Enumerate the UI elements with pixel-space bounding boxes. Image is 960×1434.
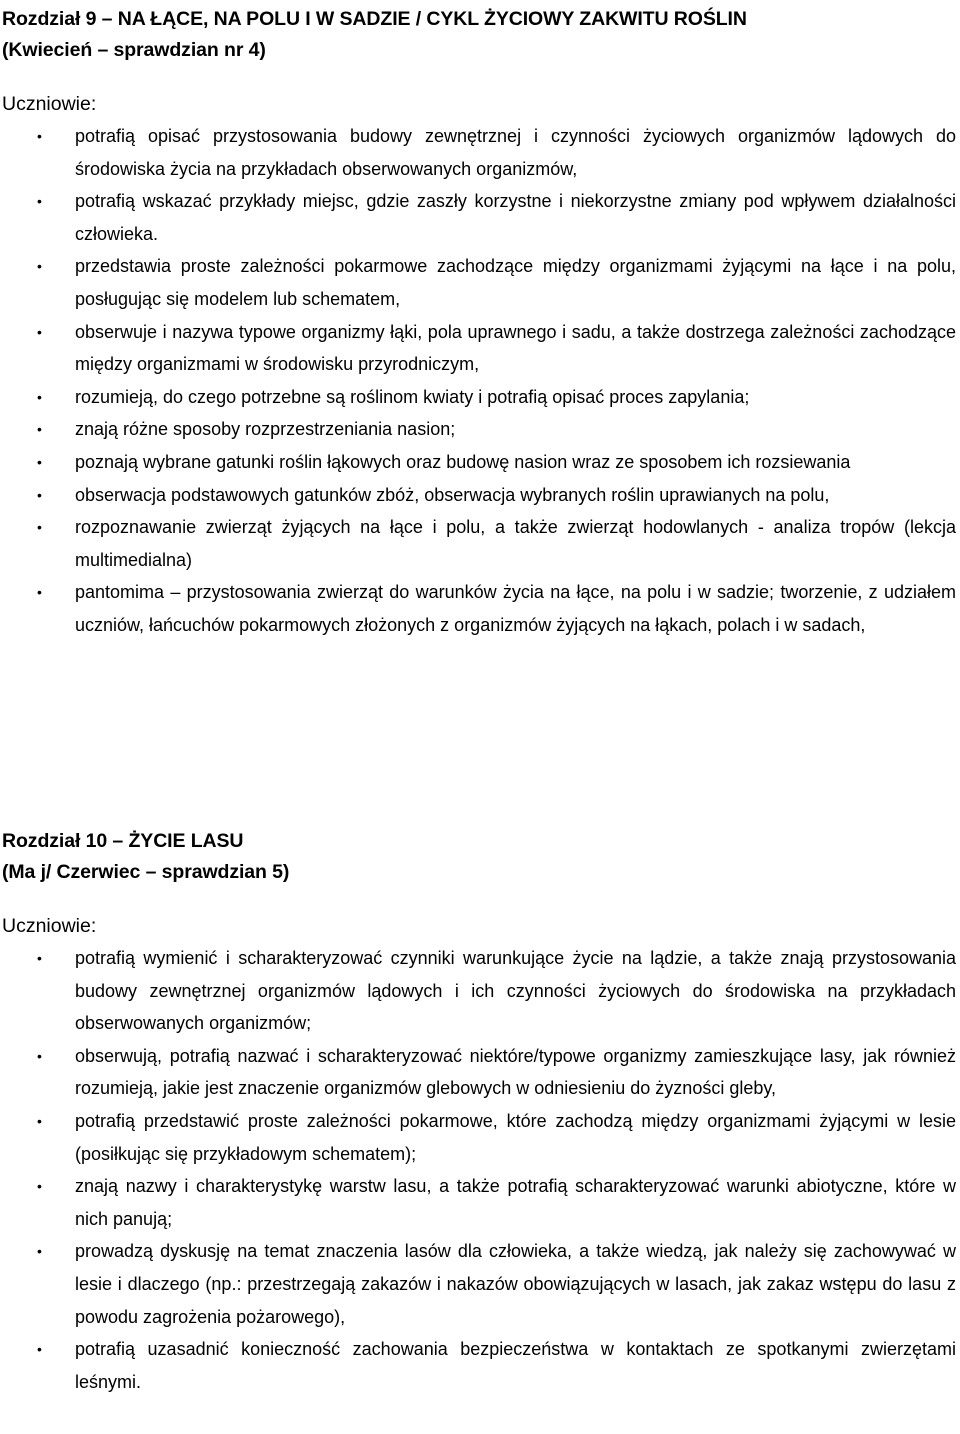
- list-item: [2, 511, 956, 576]
- list-item: [2, 316, 956, 381]
- list-item-text: rozumieją, do czego potrzebne są roślinom kwiaty i potrafią opisać proces zapylania;: [75, 386, 750, 407]
- list-item: [2, 576, 956, 641]
- bullet-icon: •: [37, 584, 42, 601]
- chapter-9-title-line1: Rozdział 9 – NA ŁĄCE, NA POLU I W SADZIE / CYKL ŻYCIOWY ZAKWITU ROŚLIN: [2, 8, 747, 30]
- bullet-icon: •: [37, 1178, 42, 1195]
- bullet-icon: •: [37, 1341, 42, 1358]
- list-item-text: prowadzą dyskusję na temat znaczenia lasów dla człowieka, a także wiedzą, jak należy się zachowywać w lesie i dlaczego (np.: przestrzegają zakazów i nakazów obowiązujących w lasach, jak zakaz wstępu do lasu z powodu zagrożenia pożarowego),: [75, 1241, 956, 1327]
- chapter-10-title-line2: (Ma j/ Czerwiec – sprawdzian 5): [2, 861, 290, 883]
- bullet-icon: •: [37, 258, 42, 275]
- list-item: [2, 120, 956, 185]
- list-item: [2, 1170, 956, 1235]
- bullet-icon: •: [37, 950, 42, 966]
- list-item-text: rozpoznawanie zwierząt żyjących na łące i polu, a także zwierząt hodowlanych - analiza tropów (lekcja multimedialna): [75, 517, 956, 570]
- list-item-text: obserwuje i nazywa typowe organizmy łąki, pola uprawnego i sadu, a także dostrzega zależności zachodzące między organizmami w środowisku przyrodniczym,: [75, 321, 956, 375]
- list-item: [2, 479, 956, 512]
- chapter-9-title-line2: (Kwiecień – sprawdzian nr 4): [2, 39, 266, 61]
- list-item-text: przedstawia proste zależności pokarmowe zachodzące między organizmami żyjącymi na łące i na polu, posługując się modelem lub schematem,: [75, 256, 956, 309]
- bullet-icon: •: [37, 1047, 42, 1064]
- bullet-icon: •: [37, 388, 42, 405]
- bullet-icon: •: [37, 1112, 42, 1129]
- list-item: [2, 1235, 956, 1333]
- list-item-text: potrafią opisać przystosowania budowy zewnętrznej i czynności życiowych organizmów lądowych do środowiska życia na przykładach obserwowanych organizmów,: [75, 126, 956, 179]
- bullet-icon: •: [37, 421, 42, 438]
- list-item: [2, 381, 956, 414]
- list-item: [2, 185, 956, 250]
- list-item-text: obserwują, potrafią nazwać i scharakteryzować niektóre/typowe organizmy zamieszkujące lasy, jak również rozumieją, jakie jest znaczenie organizmów glebowych w odniesieniu do żyzności gleby,: [75, 1045, 956, 1099]
- chapter-9-objectives-list: [2, 120, 956, 642]
- list-item-text: pantomima – przystosowania zwierząt do warunków życia na łące, na polu i w sadzie; tworzenie, z udziałem uczniów, łańcuchów pokarmowych złożonych z organizmów żyjących na łąkach, polach i w sadach,: [75, 582, 956, 635]
- list-item: [2, 250, 956, 315]
- list-item-text: obserwacja podstawowych gatunków zbóż, obserwacja wybranych roślin uprawianych na polu,: [75, 484, 830, 505]
- list-item: [2, 413, 956, 446]
- list-item-text: potrafią uzasadnić konieczność zachowania bezpieczeństwa w kontaktach ze spotkanymi zwierzętami leśnymi.: [75, 1339, 956, 1392]
- list-item-text: potrafią przedstawić proste zależności pokarmowe, które zachodzą między organizmami żyjącymi w lesie (posiłkując się przykładowym schematem);: [75, 1110, 956, 1164]
- list-item-text: znają nazwy i charakterystykę warstw lasu, a także potrafią scharakteryzować warunki abiotyczne, które w nich panują;: [75, 1176, 956, 1229]
- bullet-icon: •: [37, 486, 42, 503]
- bullet-icon: •: [37, 128, 42, 144]
- chapter-10-title-line1: Rozdział 10 – ŻYCIE LASU: [2, 830, 244, 852]
- chapter-10-title: [2, 826, 956, 888]
- list-item: [2, 942, 956, 1040]
- list-item-text: potrafią wskazać przykłady miejsc, gdzie zaszły korzystne i niekorzystne zmiany pod wpływem działalności człowieka.: [75, 191, 956, 244]
- chapter-9-section: [2, 4, 956, 642]
- chapter-10-section: [2, 826, 956, 1398]
- list-item-text: poznają wybrane gatunki roślin łąkowych oraz budowę nasion wraz ze sposobem ich rozsiewania: [75, 451, 851, 472]
- chapter-9-pupils-label: Uczniowie:: [2, 93, 97, 115]
- bullet-icon: •: [37, 519, 42, 536]
- list-item: [2, 446, 956, 479]
- list-item: [2, 1040, 956, 1105]
- list-item: [2, 1333, 956, 1398]
- bullet-icon: •: [37, 193, 42, 210]
- bullet-icon: •: [37, 453, 42, 470]
- list-item-text: potrafią wymienić i scharakteryzować czynniki warunkujące życie na lądzie, a także znają przystosowania budowy zewnętrznej organizmów lądowych i ich czynności życiowych do środowiska na przykładach obserwowanych organizmów;: [75, 948, 956, 1034]
- list-item-text: znają różne sposoby rozprzestrzeniania nasion;: [75, 419, 456, 440]
- list-item: [2, 1105, 956, 1170]
- chapter-10-objectives-list: [2, 942, 956, 1398]
- chapter-10-pupils-label: Uczniowie:: [2, 915, 97, 937]
- bullet-icon: •: [37, 323, 42, 340]
- chapter-9-title: [2, 4, 956, 66]
- bullet-icon: •: [37, 1243, 42, 1260]
